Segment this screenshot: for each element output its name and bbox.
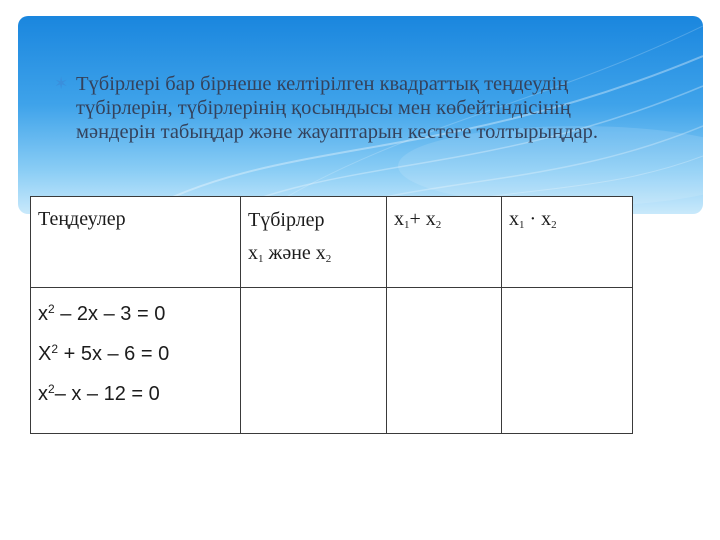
header-roots: Түбірлер $x_1$ және $x_2$ (241, 197, 387, 288)
equation-3: $x^2-$ x – 12 = 0 (38, 382, 160, 405)
bullet-star-icon: ✶ (54, 74, 69, 94)
header-product: $x_1 \cdot x_2$ (502, 197, 633, 288)
product-answer-cell[interactable] (502, 288, 633, 434)
instruction-text: Түбірлері бар бірнеше келтірілген квадраттық теңдеудің түбірлерін, түбірлерінің қосындысы мен көбейтіндісінің мәндерін табыңдар және жауаптарын кестеге толтырыңдар. (76, 73, 598, 143)
table-row (31, 288, 633, 434)
instruction-block (54, 72, 654, 144)
header-sum: $x_1+ x_2$ (387, 197, 502, 288)
roots-answer-cell[interactable] (241, 288, 387, 434)
results-table (30, 196, 633, 434)
equations-cell (31, 288, 241, 434)
header-equations: Теңдеулер (31, 197, 241, 288)
table-header-row (31, 197, 633, 288)
sum-answer-cell[interactable] (387, 288, 502, 434)
equation-2: $X^2 + 5x - 6 = 0$ (38, 342, 170, 365)
equation-1: $x^2 - 2x - 3 = 0$ (38, 302, 166, 325)
